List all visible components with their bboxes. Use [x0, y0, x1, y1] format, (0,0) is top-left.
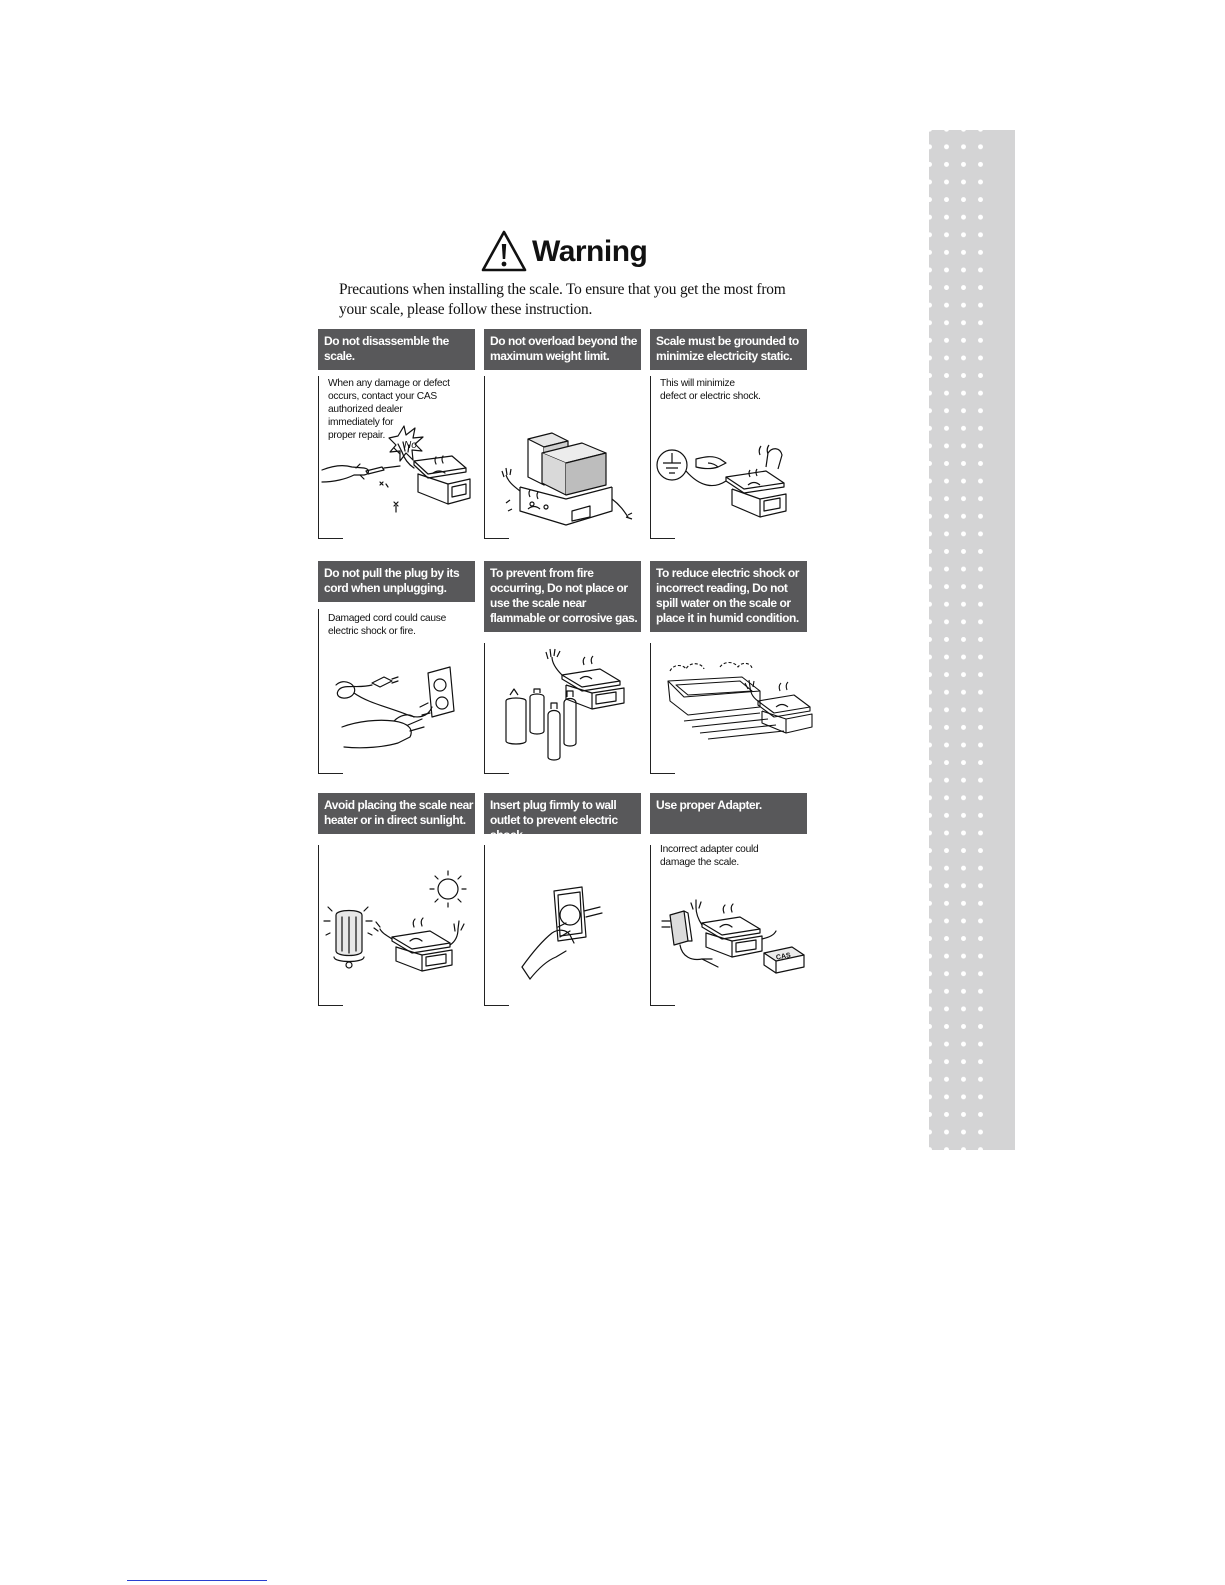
flammable-gas-illustration — [500, 645, 640, 765]
scale-disassemble-illustration — [320, 424, 472, 519]
panel-header: Scale must be grounded to minimize electricity static. — [650, 329, 807, 370]
footer-underline — [127, 1580, 267, 1581]
panel-header: To prevent from fire occurring, Do not place or use the scale near flammable or corrosive gas. — [484, 561, 641, 632]
intro-paragraph: Precautions when installing the scale. To ensure that you get the most from your scale, please follow these instruction. — [339, 281, 786, 318]
panel-header: Do not disassemble the scale. — [318, 329, 475, 370]
cas-badge-text: CAS — [775, 952, 792, 962]
warning-triangle-icon — [480, 229, 528, 273]
panel-description: Incorrect adapter could damage the scale. — [660, 844, 759, 868]
wall-outlet-illustration — [518, 887, 608, 983]
adapter-illustration — [658, 901, 806, 983]
scale-ground-illustration — [656, 437, 806, 527]
humid-condition-illustration — [664, 661, 814, 745]
no-badge-text: No — [404, 440, 417, 451]
panel-header: Do not pull the plug by its cord when unplugging. — [318, 561, 475, 602]
panel-header: Use proper Adapter. — [650, 793, 807, 834]
panel-description: Damaged cord could cause electric shock or fire. — [328, 613, 447, 637]
heater-sunlight-illustration — [322, 865, 474, 983]
panel-header: Do not overload beyond the maximum weight limit. — [484, 329, 641, 370]
page-title — [480, 229, 647, 273]
panel-frame — [484, 845, 509, 1006]
scale-overload-illustration — [502, 429, 632, 527]
panel-description: When any damage or defect occurs, contact your CAS authorized dealer immediately for proper repair. — [328, 378, 450, 441]
panel-description: This will minimize defect or electric shock. — [660, 378, 761, 402]
panel-header: Insert plug firmly to wall outlet to prevent electric shock. — [484, 793, 641, 834]
panel-header: To reduce electric shock or incorrect reading, Do not spill water on the scale or place it in humid condition. — [650, 561, 807, 632]
page-title-text: Warning — [532, 235, 648, 268]
decorative-dotted-sidebar — [929, 130, 1015, 1150]
panel-header: Avoid placing the scale near heater or in direct sunlight. — [318, 793, 475, 834]
plug-pull-illustration — [328, 663, 470, 753]
